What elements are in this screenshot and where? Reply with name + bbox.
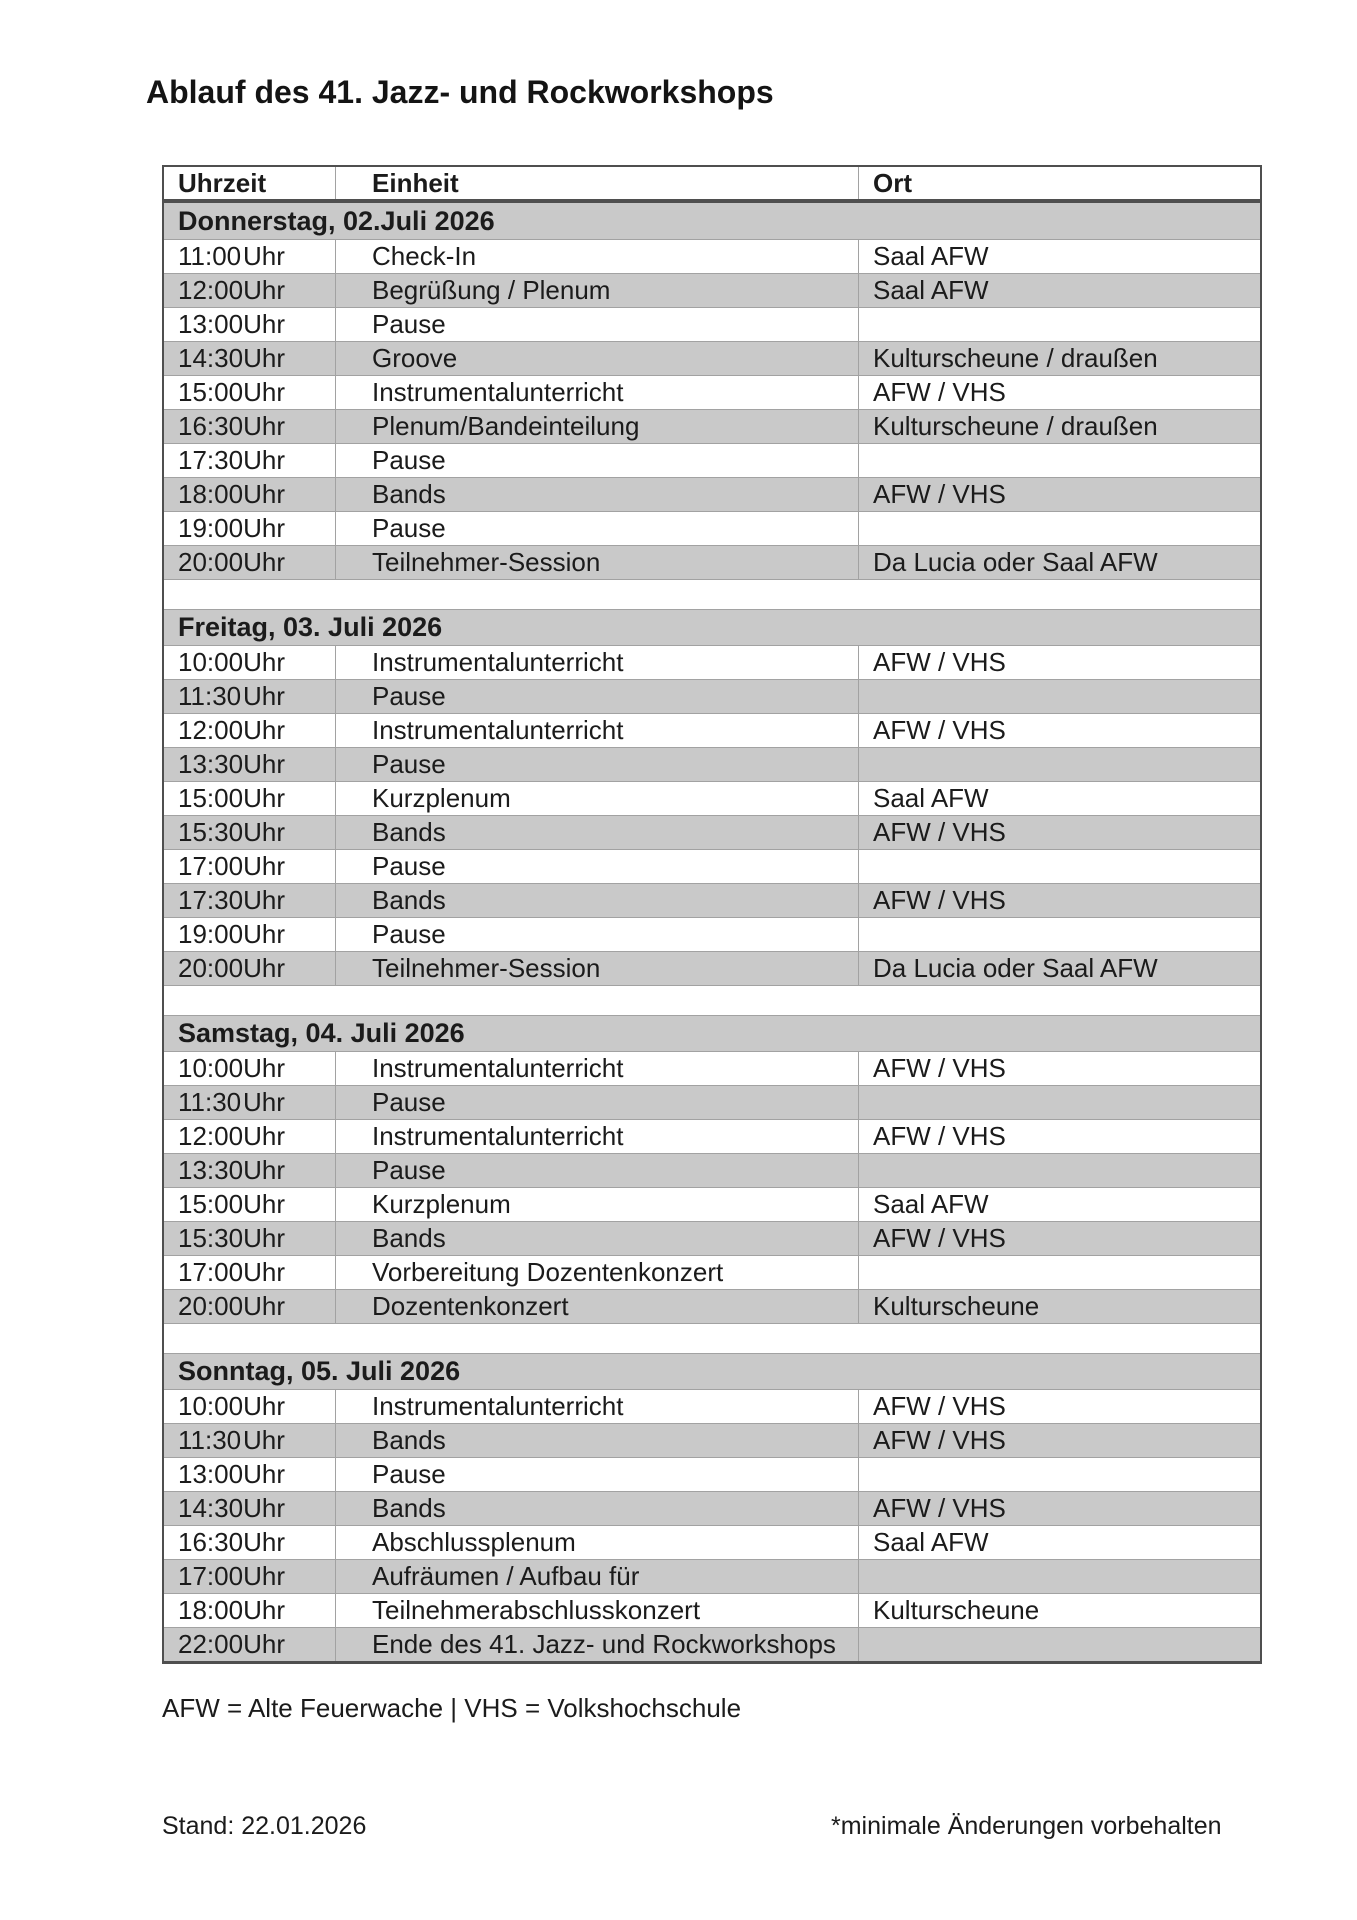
- cell-ort: AFW / VHS: [858, 478, 1260, 511]
- cell-ort: Da Lucia oder Saal AFW: [858, 952, 1260, 985]
- schedule-row: [164, 951, 1260, 985]
- time-value: 18:00: [178, 1595, 244, 1625]
- schedule-row: [164, 1525, 1260, 1559]
- time-value: 20:00: [178, 547, 244, 577]
- cell-ort: Saal AFW: [858, 240, 1260, 273]
- time-value: 11:30: [178, 681, 242, 711]
- cell-time: [164, 1628, 335, 1661]
- cell-ort: [858, 1086, 1260, 1119]
- cell-time: [164, 444, 335, 477]
- cell-einheit: Pause: [335, 748, 858, 781]
- cell-time: [164, 952, 335, 985]
- column-header-uhrzeit: Uhrzeit: [178, 167, 267, 198]
- time-value: 10:00: [178, 647, 244, 677]
- schedule-row: [164, 1457, 1260, 1491]
- cell-time: [164, 1458, 335, 1491]
- time-value: 15:00: [178, 377, 244, 407]
- schedule-row: [164, 341, 1260, 375]
- schedule-row: [164, 1389, 1260, 1423]
- cell-ort: Kulturscheune / draußen: [858, 410, 1260, 443]
- time-unit: Uhr: [243, 1291, 285, 1321]
- cell-time: [164, 1154, 335, 1187]
- time-value: 12:00: [178, 715, 244, 745]
- cell-time: [164, 512, 335, 545]
- cell-einheit: Pause: [335, 1458, 858, 1491]
- cell-einheit: Instrumentalunterricht: [335, 376, 858, 409]
- cell-ort: Saal AFW: [858, 1188, 1260, 1221]
- cell-einheit: Pause: [335, 1154, 858, 1187]
- cell-time: [164, 1052, 335, 1085]
- time-unit: Uhr: [243, 1561, 285, 1591]
- cell-ort: [858, 850, 1260, 883]
- column-header-einheit: Einheit: [335, 167, 858, 199]
- schedule-row: [164, 1491, 1260, 1525]
- time-unit: Uhr: [243, 445, 285, 475]
- document-title: Ablauf des 41. Jazz- und Rockworkshops: [146, 74, 774, 110]
- cell-einheit: Teilnehmerabschlusskonzert: [335, 1594, 858, 1627]
- day-header: Samstag, 04. Juli 2026: [164, 1015, 1260, 1051]
- cell-time: [164, 680, 335, 713]
- cell-ort: [858, 1628, 1260, 1661]
- schedule-row: [164, 375, 1260, 409]
- cell-time: [164, 1290, 335, 1323]
- cell-time: [164, 1594, 335, 1627]
- cell-einheit: Pause: [335, 512, 858, 545]
- time-unit: Uhr: [243, 1087, 285, 1117]
- cell-einheit: Plenum/Bandeinteilung: [335, 410, 858, 443]
- cell-ort: [858, 1154, 1260, 1187]
- cell-time: [164, 918, 335, 951]
- schedule-row: [164, 477, 1260, 511]
- cell-einheit: Pause: [335, 308, 858, 341]
- cell-ort: AFW / VHS: [858, 1222, 1260, 1255]
- changes-note: *minimale Änderungen vorbehalten: [831, 1812, 1222, 1840]
- time-unit: Uhr: [243, 1189, 285, 1219]
- time-value: 22:00: [178, 1629, 244, 1659]
- schedule-row: [164, 545, 1260, 579]
- time-unit: Uhr: [243, 647, 285, 677]
- cell-ort: Kulturscheune / draußen: [858, 342, 1260, 375]
- time-value: 12:00: [178, 1121, 244, 1151]
- cell-einheit: Abschlussplenum: [335, 1526, 858, 1559]
- schedule-row: [164, 883, 1260, 917]
- cell-time: [164, 1222, 335, 1255]
- cell-ort: AFW / VHS: [858, 1390, 1260, 1423]
- time-unit: Uhr: [243, 919, 285, 949]
- schedule-row: [164, 443, 1260, 477]
- schedule-row: [164, 679, 1260, 713]
- cell-ort: [858, 748, 1260, 781]
- time-unit: Uhr: [243, 885, 285, 915]
- cell-einheit: Groove: [335, 342, 858, 375]
- time-value: 17:00: [178, 851, 244, 881]
- time-unit: Uhr: [243, 715, 285, 745]
- time-value: 20:00: [178, 953, 244, 983]
- time-value: 10:00: [178, 1053, 244, 1083]
- time-value: 11:30: [178, 1087, 242, 1117]
- time-unit: Uhr: [243, 1527, 285, 1557]
- cell-ort: Kulturscheune: [858, 1290, 1260, 1323]
- day-header: Freitag, 03. Juli 2026: [164, 609, 1260, 645]
- time-unit: Uhr: [243, 851, 285, 881]
- time-unit: Uhr: [243, 1391, 285, 1421]
- cell-einheit: Bands: [335, 1424, 858, 1457]
- time-value: 13:30: [178, 749, 244, 779]
- cell-einheit: Teilnehmer-Session: [335, 546, 858, 579]
- cell-einheit: Begrüßung / Plenum: [335, 274, 858, 307]
- cell-time: [164, 478, 335, 511]
- cell-time: [164, 546, 335, 579]
- time-value: 16:30: [178, 1527, 244, 1557]
- schedule-row: [164, 1119, 1260, 1153]
- time-unit: Uhr: [243, 1053, 285, 1083]
- cell-ort: AFW / VHS: [858, 1120, 1260, 1153]
- cell-time: [164, 748, 335, 781]
- schedule-table: [162, 165, 1262, 1664]
- schedule-row: [164, 1593, 1260, 1627]
- cell-einheit: Pause: [335, 680, 858, 713]
- time-unit: Uhr: [243, 1459, 285, 1489]
- time-value: 17:30: [178, 885, 244, 915]
- cell-time: [164, 274, 335, 307]
- table-body: [164, 203, 1260, 1661]
- time-value: 13:30: [178, 1155, 244, 1185]
- time-unit: Uhr: [243, 1493, 285, 1523]
- time-unit: Uhr: [243, 681, 285, 711]
- schedule-row: [164, 239, 1260, 273]
- schedule-row: [164, 1559, 1260, 1593]
- time-unit: Uhr: [243, 1257, 285, 1287]
- schedule-row: [164, 815, 1260, 849]
- column-header-ort: Ort: [858, 167, 1260, 199]
- cell-einheit: Pause: [335, 918, 858, 951]
- cell-ort: Saal AFW: [858, 274, 1260, 307]
- time-value: 11:30: [178, 1425, 242, 1455]
- schedule-row: [164, 645, 1260, 679]
- time-value: 14:30: [178, 1493, 244, 1523]
- cell-time: [164, 240, 335, 273]
- time-unit: Uhr: [243, 309, 285, 339]
- table-header-row: [164, 167, 1260, 203]
- time-value: 15:30: [178, 817, 244, 847]
- cell-time: [164, 1390, 335, 1423]
- cell-ort: AFW / VHS: [858, 714, 1260, 747]
- time-value: 19:00: [178, 919, 244, 949]
- time-unit: Uhr: [243, 953, 285, 983]
- cell-time: [164, 410, 335, 443]
- cell-time: [164, 850, 335, 883]
- cell-einheit: Check-In: [335, 240, 858, 273]
- cell-ort: AFW / VHS: [858, 1424, 1260, 1457]
- time-value: 17:30: [178, 445, 244, 475]
- schedule-row: [164, 713, 1260, 747]
- cell-time: [164, 782, 335, 815]
- cell-einheit: Aufräumen / Aufbau für: [335, 1560, 858, 1593]
- cell-ort: Kulturscheune: [858, 1594, 1260, 1627]
- cell-time: [164, 714, 335, 747]
- cell-einheit: Ende des 41. Jazz- und Rockworkshops: [335, 1628, 858, 1661]
- time-unit: Uhr: [243, 513, 285, 543]
- schedule-row: [164, 307, 1260, 341]
- cell-ort: AFW / VHS: [858, 1492, 1260, 1525]
- schedule-row: [164, 1051, 1260, 1085]
- schedule-row: [164, 917, 1260, 951]
- schedule-row: [164, 1289, 1260, 1323]
- time-value: 13:00: [178, 309, 244, 339]
- cell-einheit: Instrumentalunterricht: [335, 1120, 858, 1153]
- cell-ort: AFW / VHS: [858, 376, 1260, 409]
- cell-time: [164, 646, 335, 679]
- time-value: 18:00: [178, 479, 244, 509]
- time-unit: Uhr: [243, 783, 285, 813]
- cell-time: [164, 308, 335, 341]
- cell-ort: AFW / VHS: [858, 884, 1260, 917]
- section-spacer: [164, 985, 1260, 1015]
- schedule-row: [164, 1153, 1260, 1187]
- schedule-row: [164, 511, 1260, 545]
- time-unit: Uhr: [243, 275, 285, 305]
- cell-time: [164, 1492, 335, 1525]
- time-value: 15:30: [178, 1223, 244, 1253]
- schedule-row: [164, 1187, 1260, 1221]
- cell-ort: AFW / VHS: [858, 1052, 1260, 1085]
- cell-ort: [858, 512, 1260, 545]
- section-spacer: [164, 1323, 1260, 1353]
- cell-time: [164, 884, 335, 917]
- time-value: 20:00: [178, 1291, 244, 1321]
- cell-einheit: Pause: [335, 444, 858, 477]
- cell-time: [164, 1086, 335, 1119]
- time-unit: Uhr: [243, 1629, 285, 1659]
- cell-time: [164, 816, 335, 849]
- cell-einheit: Pause: [335, 850, 858, 883]
- cell-einheit: Instrumentalunterricht: [335, 714, 858, 747]
- cell-ort: Saal AFW: [858, 1526, 1260, 1559]
- time-unit: Uhr: [243, 1223, 285, 1253]
- cell-ort: [858, 918, 1260, 951]
- stand-date: Stand: 22.01.2026: [162, 1812, 367, 1840]
- time-value: 17:00: [178, 1561, 244, 1591]
- cell-einheit: Kurzplenum: [335, 782, 858, 815]
- time-value: 15:00: [178, 1189, 244, 1219]
- cell-ort: AFW / VHS: [858, 816, 1260, 849]
- schedule-row: [164, 1085, 1260, 1119]
- cell-ort: [858, 308, 1260, 341]
- cell-ort: [858, 444, 1260, 477]
- time-value: 13:00: [178, 1459, 244, 1489]
- time-value: 10:00: [178, 1391, 244, 1421]
- cell-einheit: Bands: [335, 1492, 858, 1525]
- cell-einheit: Bands: [335, 478, 858, 511]
- section-spacer: [164, 579, 1260, 609]
- cell-einheit: Teilnehmer-Session: [335, 952, 858, 985]
- cell-time: [164, 1560, 335, 1593]
- time-value: 15:00: [178, 783, 244, 813]
- cell-ort: Da Lucia oder Saal AFW: [858, 546, 1260, 579]
- cell-ort: Saal AFW: [858, 782, 1260, 815]
- cell-einheit: Bands: [335, 884, 858, 917]
- time-unit: Uhr: [243, 1155, 285, 1185]
- time-value: 11:00: [178, 241, 242, 271]
- schedule-row: [164, 273, 1260, 307]
- schedule-row: [164, 1423, 1260, 1457]
- cell-ort: [858, 1256, 1260, 1289]
- time-unit: Uhr: [243, 817, 285, 847]
- time-unit: Uhr: [243, 343, 285, 373]
- legend-text: AFW = Alte Feuerwache | VHS = Volkshochschule: [162, 1693, 742, 1723]
- cell-einheit: Bands: [335, 1222, 858, 1255]
- cell-ort: [858, 1560, 1260, 1593]
- cell-einheit: Instrumentalunterricht: [335, 1052, 858, 1085]
- time-unit: Uhr: [243, 241, 285, 271]
- cell-time: [164, 1188, 335, 1221]
- cell-time: [164, 1526, 335, 1559]
- time-value: 19:00: [178, 513, 244, 543]
- schedule-row: [164, 1627, 1260, 1661]
- cell-einheit: Instrumentalunterricht: [335, 1390, 858, 1423]
- cell-ort: [858, 680, 1260, 713]
- schedule-row: [164, 849, 1260, 883]
- time-unit: Uhr: [243, 377, 285, 407]
- cell-einheit: Vorbereitung Dozentenkonzert: [335, 1256, 858, 1289]
- cell-einheit: Kurzplenum: [335, 1188, 858, 1221]
- time-unit: Uhr: [243, 1425, 285, 1455]
- schedule-row: [164, 781, 1260, 815]
- time-value: 16:30: [178, 411, 244, 441]
- time-unit: Uhr: [243, 1595, 285, 1625]
- day-header: Sonntag, 05. Juli 2026: [164, 1353, 1260, 1389]
- schedule-row: [164, 1255, 1260, 1289]
- cell-time: [164, 376, 335, 409]
- time-unit: Uhr: [243, 411, 285, 441]
- cell-einheit: Dozentenkonzert: [335, 1290, 858, 1323]
- cell-einheit: Instrumentalunterricht: [335, 646, 858, 679]
- cell-ort: [858, 1458, 1260, 1491]
- cell-time: [164, 1256, 335, 1289]
- time-value: 14:30: [178, 343, 244, 373]
- time-unit: Uhr: [243, 1121, 285, 1151]
- day-header: Donnerstag, 02.Juli 2026: [164, 203, 1260, 239]
- cell-einheit: Bands: [335, 816, 858, 849]
- cell-einheit: Pause: [335, 1086, 858, 1119]
- time-unit: Uhr: [243, 749, 285, 779]
- time-unit: Uhr: [243, 547, 285, 577]
- time-value: 12:00: [178, 275, 244, 305]
- schedule-row: [164, 747, 1260, 781]
- cell-time: [164, 1120, 335, 1153]
- time-value: 17:00: [178, 1257, 244, 1287]
- cell-time: [164, 1424, 335, 1457]
- time-unit: Uhr: [243, 479, 285, 509]
- cell-time: [164, 342, 335, 375]
- schedule-row: [164, 1221, 1260, 1255]
- cell-ort: AFW / VHS: [858, 646, 1260, 679]
- schedule-row: [164, 409, 1260, 443]
